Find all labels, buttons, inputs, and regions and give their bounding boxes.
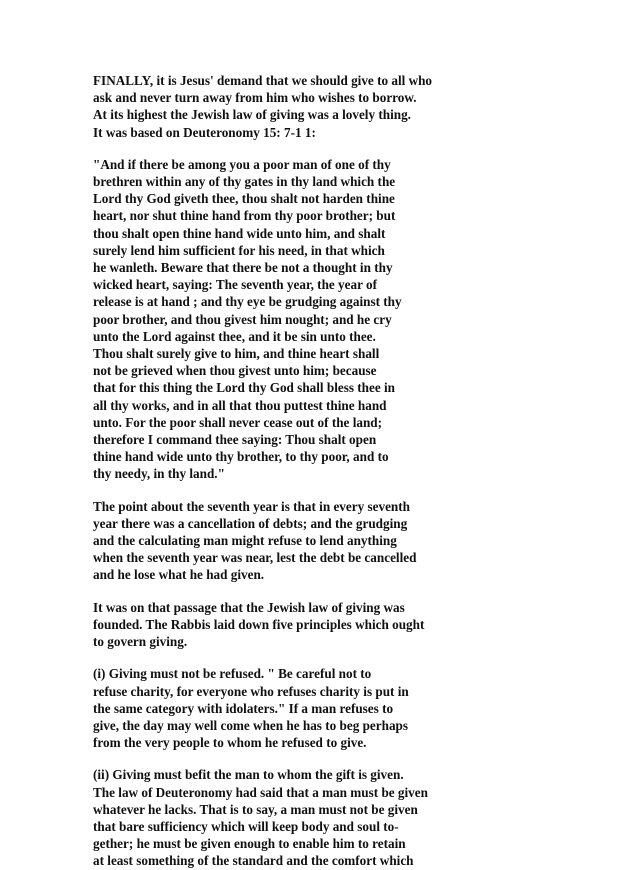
paragraph-principle-two xyxy=(93,766,613,869)
text-line: unto the Lord against thee, and it be sin unto thee. xyxy=(93,328,376,344)
text-line: the same category with idolaters." If a man refuses to xyxy=(93,700,394,716)
text-line: that for this thing the Lord thy God shall bless thee in xyxy=(93,380,396,396)
text-line: from the very people to whom he refused to give. xyxy=(93,735,367,751)
text-line: gether; he must be given enough to enable him to retain xyxy=(93,836,406,852)
text-line: that bare sufficiency which will keep body and soul to- xyxy=(93,818,399,834)
text-line: brethren within any of thy gates in thy land which the xyxy=(93,174,396,190)
text-line: Lord thy God giveth thee, thou shalt not harden thine xyxy=(93,191,395,207)
text-line: wicked heart, saying: The seventh year, the year of xyxy=(93,277,377,293)
text-line: and he lose what he had given. xyxy=(93,567,265,583)
text-line: founded. The Rabbis laid down five principles which ought xyxy=(93,616,425,632)
text-line: release is at hand ; and thy eye be grudging against thy xyxy=(93,294,402,310)
text-line: all thy works, and in all that thou puttest thine hand xyxy=(93,397,387,413)
text-line: not be grieved when thou givest unto him; because xyxy=(93,363,377,379)
paragraph-seventh-year xyxy=(93,498,613,584)
text-line: heart, nor shut thine hand from thy poor brother; but xyxy=(93,208,396,224)
text-line: therefore I command thee saying: Thou shalt open xyxy=(93,432,377,448)
text-line: refuse charity, for everyone who refuses charity is put in xyxy=(93,683,409,699)
text-line: FINALLY, it is Jesus' demand that we should give to all who xyxy=(93,73,433,88)
text-line: It was based on Deuteronomy 15: 7-1 1: xyxy=(93,124,316,140)
text-line: unto. For the poor shall never cease out of the land; xyxy=(93,414,383,430)
text-line: The law of Deuteronomy had said that a man must be given xyxy=(93,784,428,800)
text-line: thy needy, in thy land." xyxy=(93,466,225,482)
text-line: at least something of the standard and the comfort which xyxy=(93,853,414,869)
text-line: Thou shalt surely give to him, and thine heart shall xyxy=(93,346,380,362)
text-line: The point about the seventh year is that in every seventh xyxy=(93,498,410,514)
document-body xyxy=(93,72,613,870)
text-line: year there was a cancellation of debts; and the grudging xyxy=(93,515,408,531)
text-line: whatever he lacks. That is to say, a man must not be given xyxy=(93,801,418,817)
paragraph-scripture-quote xyxy=(93,156,613,483)
text-line: thine hand wide unto thy brother, to thy poor, and to xyxy=(93,449,389,465)
paragraph-intro xyxy=(93,72,613,141)
text-line: surely lend him sufficient for his need, in that which xyxy=(93,242,385,258)
text-line: poor brother, and thou givest him nought; and he cry xyxy=(93,311,392,327)
text-line: to govern giving. xyxy=(93,634,188,650)
text-line: It was on that passage that the Jewish law of giving was xyxy=(93,599,405,615)
text-line: give, the day may well come when he has to beg perhaps xyxy=(93,717,409,733)
paragraph-five-principles xyxy=(93,599,613,651)
text-line: (ii) Giving must befit the man to whom the gift is given. xyxy=(93,767,404,783)
text-line: (i) Giving must not be refused. " Be careful not to xyxy=(93,666,372,682)
text-line: he wanleth. Beware that there be not a thought in thy xyxy=(93,260,393,276)
paragraph-principle-one xyxy=(93,665,613,751)
text-line: when the seventh year was near, lest the debt be cancelled xyxy=(93,550,417,566)
text-line: ask and never turn away from him who wishes to borrow. xyxy=(93,90,417,106)
text-line: "And if there be among you a poor man of one of thy xyxy=(93,156,391,172)
text-line: thou shalt open thine hand wide unto him, and shalt xyxy=(93,225,386,241)
text-line: and the calculating man might refuse to lend anything xyxy=(93,533,397,549)
text-line: At its highest the Jewish law of giving was a lovely thing. xyxy=(93,107,411,123)
